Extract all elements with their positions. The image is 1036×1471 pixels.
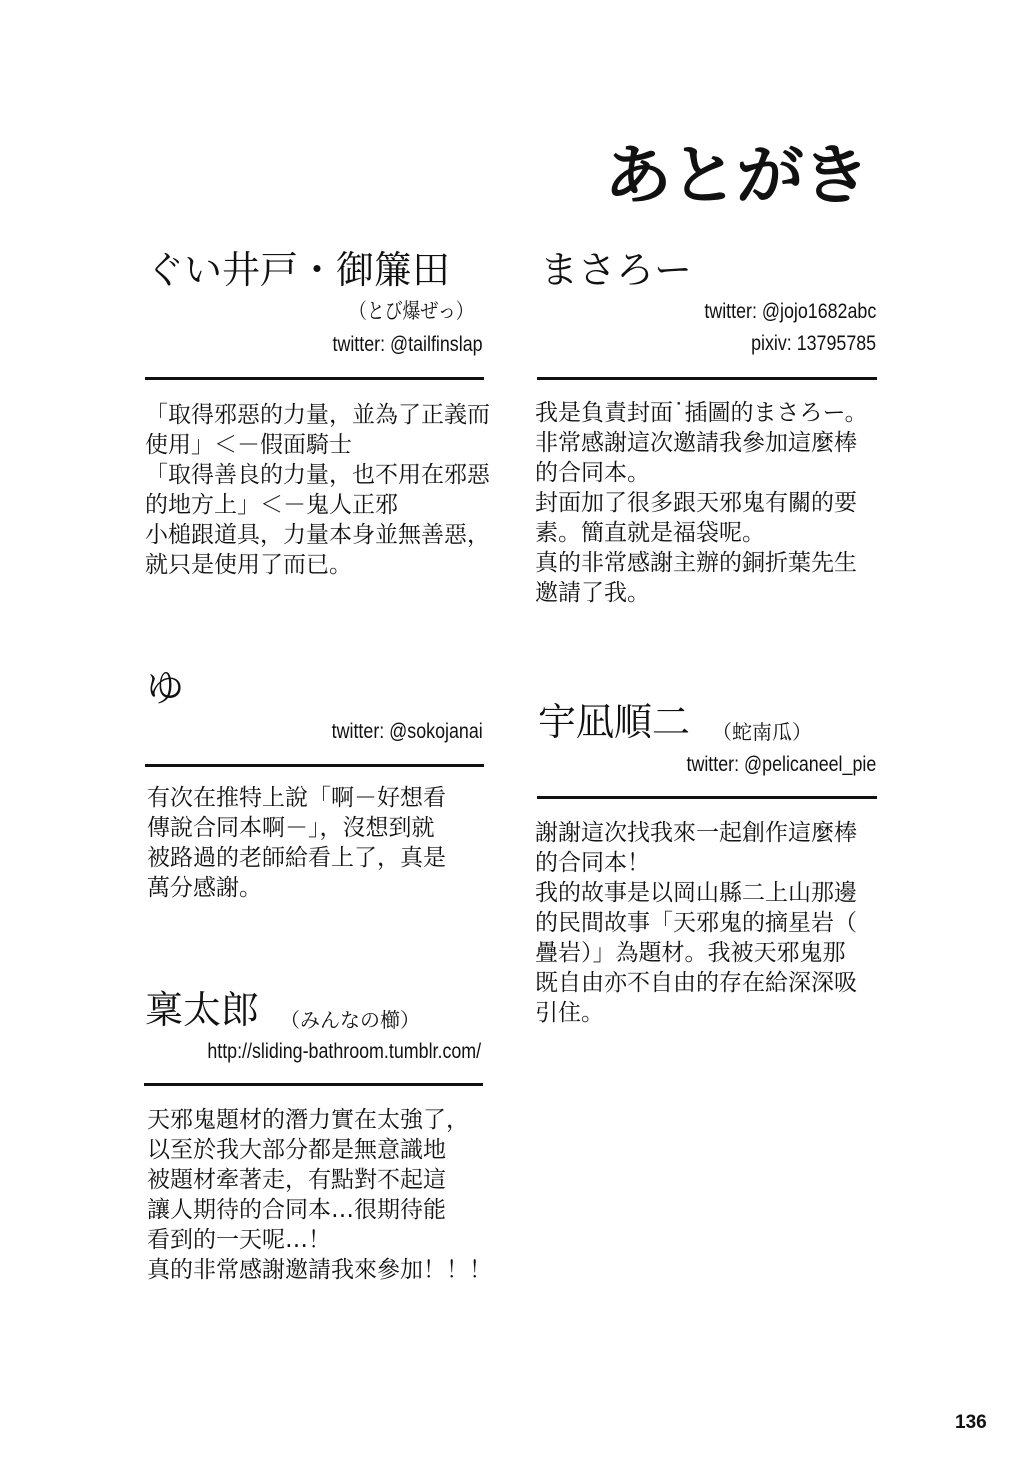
author-twitter[interactable]: twitter: @jojo1682abc bbox=[704, 300, 876, 323]
author-alias: （とび爆ぜっ） bbox=[349, 300, 474, 323]
author-name: 宇凪順二 bbox=[538, 700, 691, 744]
page-number: 136 bbox=[955, 1412, 987, 1433]
divider bbox=[145, 377, 484, 380]
author-website[interactable]: http://sliding-bathroom.tumblr.com/ bbox=[207, 1040, 481, 1063]
author-twitter[interactable]: twitter: @sokojanai bbox=[331, 720, 483, 743]
author-alias: （蛇南瓜） bbox=[712, 720, 812, 744]
author-message: 我是負責封面˙插圖的まさろー。 非常感謝這次邀請我參加這麼棒 的合同本。 封面加了很多跟天邪鬼有關的要 素。簡直就是福袋呢。 真的非常感謝主辦的銅折葉先生 邀請了我。 bbox=[535, 400, 868, 606]
author-name: ぐい井戸・御簾田 bbox=[146, 248, 451, 292]
divider bbox=[537, 796, 877, 799]
author-name: ゆ bbox=[146, 666, 185, 710]
divider bbox=[145, 764, 484, 767]
author-message: 「取得邪惡的力量，並為了正義而 使用」＜－假面騎士 「取得善良的力量，也不用在邪惡 的地方上」＜－鬼人正邪 小槌跟道具，力量本身並無善惡， 就只是使用了而已。 bbox=[145, 402, 490, 578]
author-message: 天邪鬼題材的潛力實在太強了， 以至於我大部分都是無意識地 被題材牽著走，有點對不起這 讓人期待的合同本…很期待能 看到的一天呢…！ 真的非常感謝邀請我來參加！！！ bbox=[147, 1107, 492, 1283]
page-title: あとがき bbox=[604, 138, 869, 214]
author-message: 謝謝這次找我來一起創作這麼棒 的合同本！ 我的故事是以岡山縣二上山那邊 的民間故事「天邪鬼的摘星岩（ 疊岩）」為題材。我被天邪鬼那 既自由亦不自由的存在給深深吸 引住。 bbox=[535, 820, 857, 1026]
author-twitter[interactable]: twitter: @tailfinslap bbox=[332, 333, 483, 356]
author-pixiv[interactable]: pixiv: 13795785 bbox=[750, 332, 876, 355]
author-twitter[interactable]: twitter: @pelicaneel_pie bbox=[686, 753, 876, 776]
author-name: 稟太郎 bbox=[145, 988, 260, 1032]
divider bbox=[144, 1083, 483, 1086]
author-name: まさろー bbox=[540, 248, 693, 292]
author-alias: （みんなの櫛） bbox=[280, 1008, 420, 1032]
author-message: 有次在推特上說「啊－好想看 傳說合同本啊－」，沒想到就 被路過的老師給看上了，真是 萬分感謝。 bbox=[147, 785, 446, 901]
divider bbox=[537, 377, 877, 380]
